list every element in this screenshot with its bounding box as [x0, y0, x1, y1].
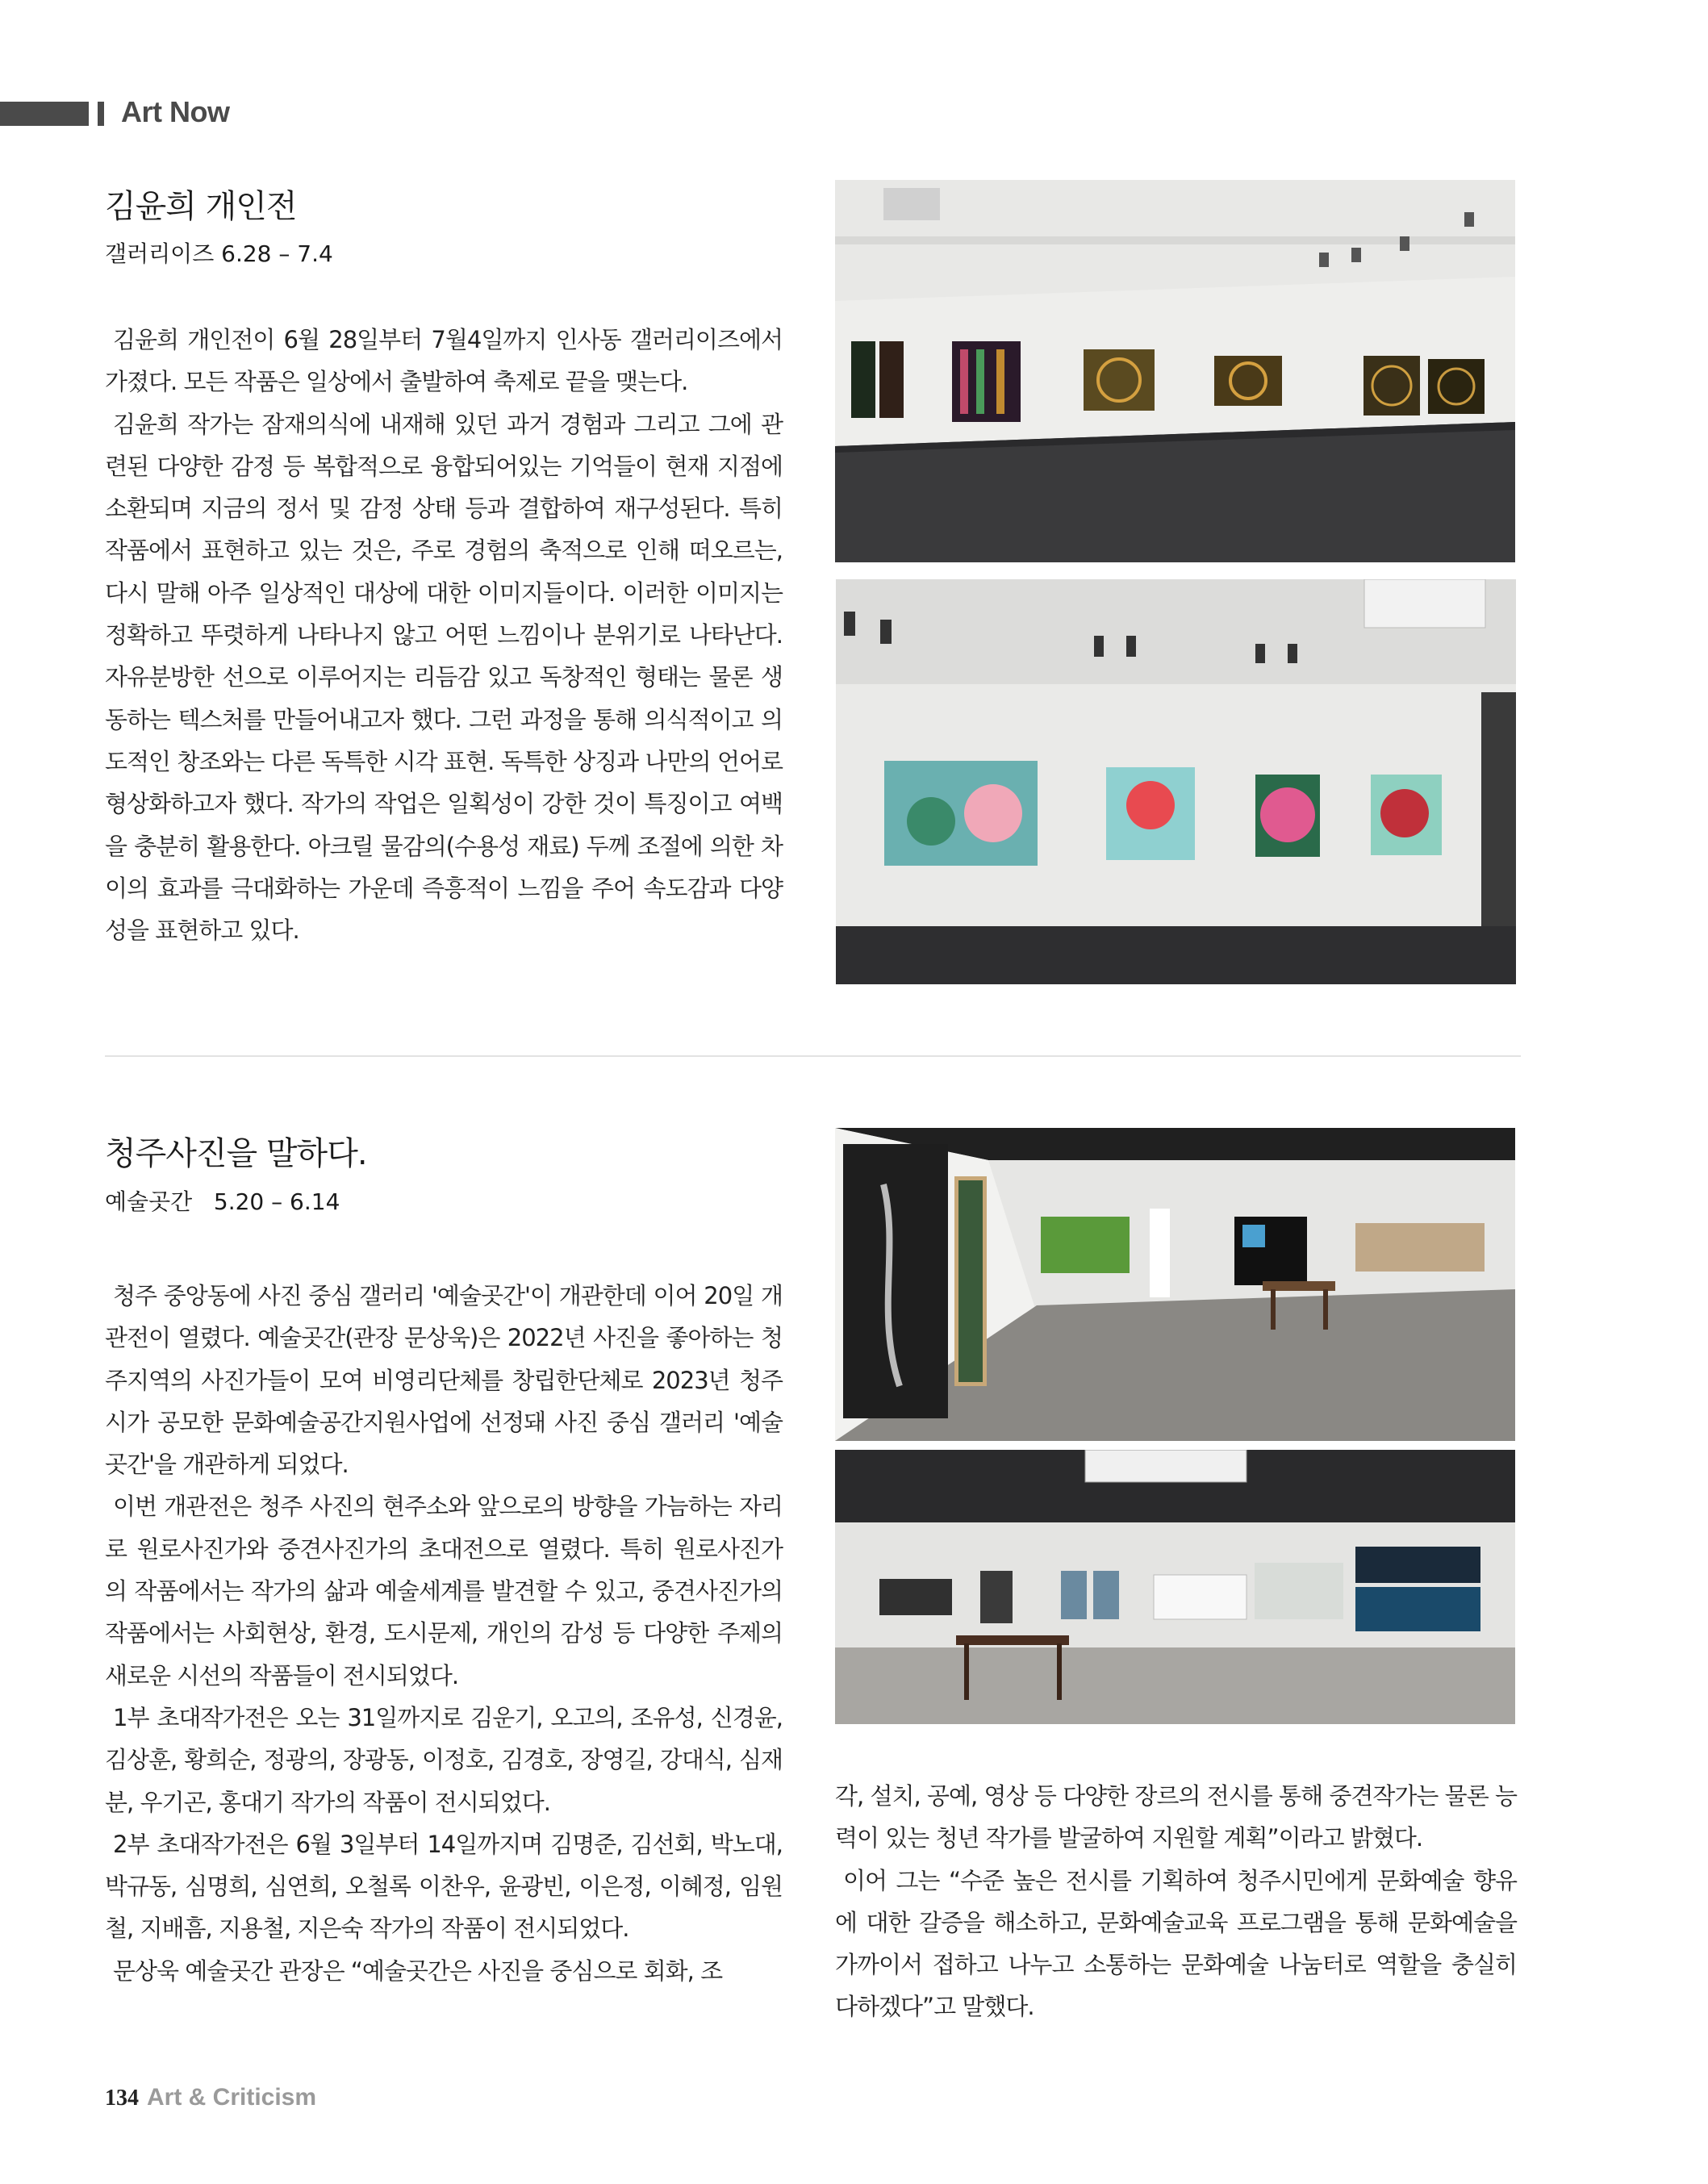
article1-paragraph: 김윤희 개인전이 6월 28일부터 7월4일까지 인사동 갤러리이즈에서 가졌다. 모든 작품은 일상에서 출발하여 축제로 끝을 맺는다. [105, 326, 783, 396]
article2-paragraph: 1부 초대작가전은 오는 31일까지로 김운기, 오고의, 조유성, 신경윤, 김상훈, 황희순, 정광의, 장광동, 이정호, 김경호, 장영길, 강대식, 심재분, 우기곤, 홍대기 작가의 작품이 전시되었다. [105, 1703, 783, 1816]
article2-body-left [105, 1275, 783, 1992]
gallery-photo-3 [835, 1128, 1515, 1441]
article2-paragraph: 이번 개관전은 청주 사진의 현주소와 앞으로의 방향을 가늠하는 자리로 원로사진가와 중견사진가의 초대전으로 열렸다. 특히 원로사진가의 작품에서는 작가의 삶과 예술세계를 발견할 수 있고, 중견사진가의 작품에서는 사회현상, 환경, 도시문제, 개인의 감성 등 다양한 주제의 새로운 시선의 작품들이 전시되었다. [105, 1493, 783, 1689]
article1-subtitle: 갤러리이즈 6.28 – 7.4 [105, 240, 333, 267]
section-label: Art Now [121, 95, 230, 128]
header-bar [0, 102, 89, 126]
magazine-name: Art & Criticism [147, 2084, 317, 2111]
article2-title: 청주사진을 말하다. [105, 1135, 367, 1172]
article2-paragraph: 이어 그는 “수준 높은 전시를 기획하여 청주시민에게 문화예술 향유에 대한 갈증을 해소하고, 문화예술교육 프로그램을 통해 문화예술을 가까이서 접하고 나누고 소통하는 문화예술 나눔터로 역할을 충실히 다하겠다”고 말했다. [835, 1866, 1517, 2021]
article1-body [105, 319, 783, 951]
article1-paragraph: 김윤희 작가는 잠재의식에 내재해 있던 과거 경험과 그리고 그에 관련된 다양한 감정 등 복합적으로 융합되어있는 기억들이 현재 지점에 소환되며 지금의 정서 및 감정 상태 등과 결합하여 재구성된다. 특히 작품에서 표현하고 있는 것은, 주로 경험의 축적으로 인해 떠오르는, 다시 말해 아주 일상적인 대상에 대한 이미지들이다. 이러한 이미지는 정확하고 뚜렷하게 나타나지 않고 어떤 느낌이나 분위기로 나타난다. 자유분방한 선으로 이루어지는 리듬감 있고 독창적인 형태는 물론 생동하는 텍스처를 만들어내고자 했다. 그런 과정을 통해 의식적이고 의도적인 창조와는 다른 독특한 시각 표현. 독특한 상징과 나만의 언어로 형상화하고자 했다. 작가의 작업은 일획성이 강한 것이 특징이고 여백을 충분히 활용한다. 아크릴 물감의(수용성 재료) 두께 조절에 의한 차이의 효과를 극대화하는 가운데 즉흥적이 느낌을 주어 속도감과 다양성을 표현하고 있다. [105, 410, 783, 945]
article2-paragraph: 각, 설치, 공예, 영상 등 다양한 장르의 전시를 통해 중견작가는 물론 능력이 있는 청년 작가를 발굴하여 지원할 계획”이라고 밝혔다. [835, 1782, 1517, 1852]
article2-paragraph: 2부 초대작가전은 6월 3일부터 14일까지며 김명준, 김선회, 박노대, 박규동, 심명희, 심연희, 오철록 이찬우, 윤광빈, 이은정, 이혜정, 임원철, 지배흠, 지용철, 지은숙 작가의 작품이 전시되었다. [105, 1830, 783, 1943]
article2-body-right [835, 1775, 1517, 2028]
article2-paragraph: 문상욱 예술곳간 관장은 “예술곳간은 사진을 중심으로 회화, 조 [113, 1956, 723, 1985]
article1-title: 김윤희 개인전 [105, 188, 297, 225]
article2-subtitle: 예술곳간 5.20 – 6.14 [105, 1188, 340, 1215]
gallery-photo-2 [836, 579, 1516, 984]
gallery-photo-4 [835, 1450, 1515, 1724]
page-number: 134 [105, 2086, 139, 2111]
gallery-photo-1 [835, 180, 1515, 562]
article2-paragraph: 청주 중앙동에 사진 중심 갤러리 '예술곳간'이 개관한데 이어 20일 개관전이 열렸다. 예술곳간(관장 문상욱)은 2022년 사진을 좋아하는 청주지역의 사진가들이 모여 비영리단체를 창립한단체로 2023년 청주시가 공모한 문화예술공간지원사업에 선정돼 사진 중심 갤러리 '예술곳간'을 개관하게 되었다. [105, 1282, 783, 1479]
header-tick [98, 102, 104, 126]
section-divider [105, 1055, 1521, 1057]
page-footer [105, 2084, 316, 2111]
